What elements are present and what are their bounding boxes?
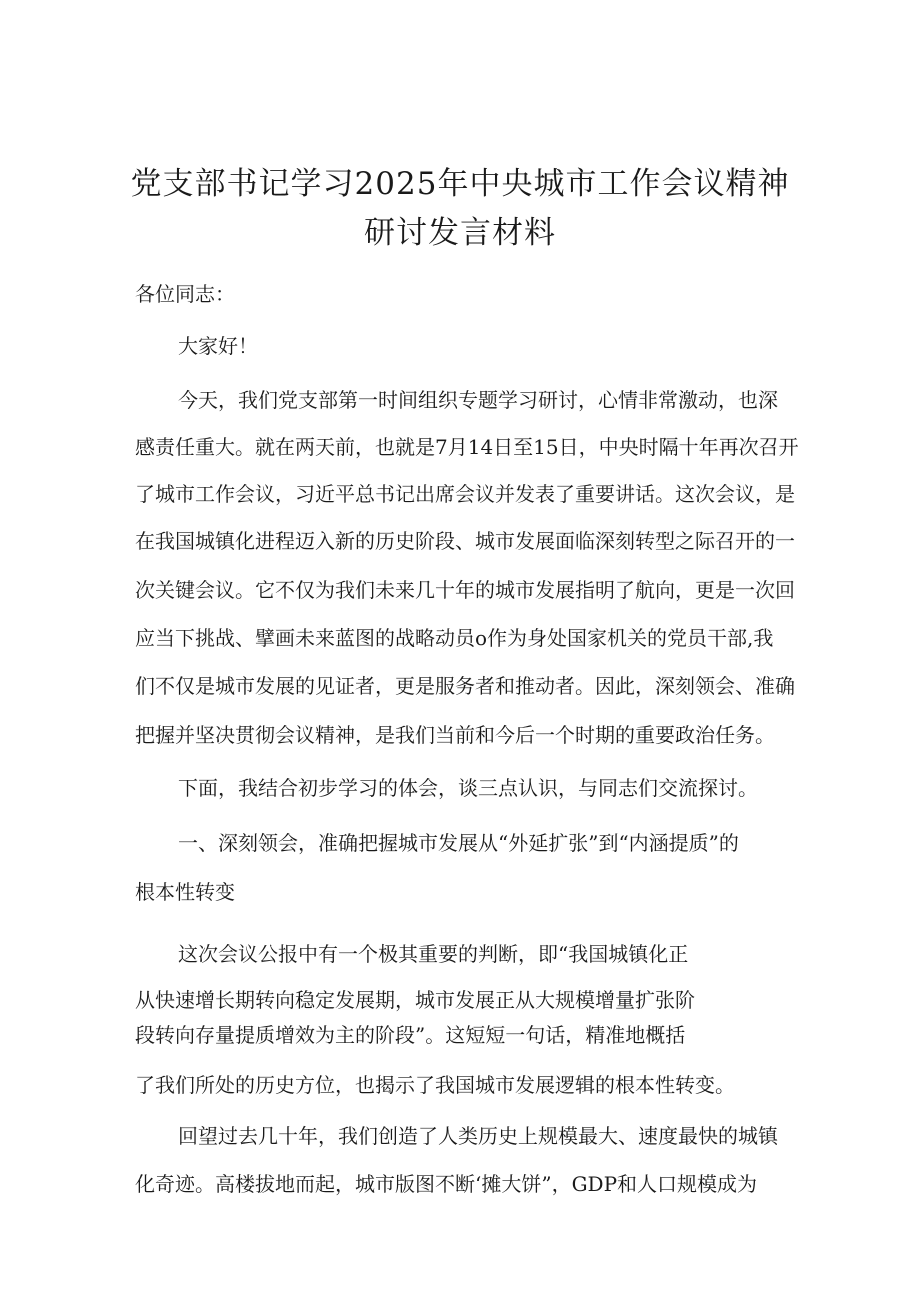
section-heading-1: 一、深刻领会，准确把握城市发展从“外延扩张”到“内涵提质”的	[178, 831, 739, 855]
body-line: 了城市工作会议，习近平总书记出席会议并发表了重要讲话。这次会议，是	[135, 482, 795, 506]
body-line: 感责任重大。就在两天前，也就是7月14日至15日，中央时隔十年再次召开	[135, 435, 799, 459]
salutation: 各位同志：	[135, 282, 235, 306]
body-line: 们不仅是城市发展的见证者，更是服务者和推动者。因此，深刻领会、准确	[135, 674, 795, 698]
body-line: 次关键会议。它不仅为我们未来几十年的城市发展指明了航向，更是一次回	[135, 578, 795, 602]
body-line: 下面，我结合初步学习的体会，谈三点认识，与同志们交流探讨。	[178, 776, 758, 800]
body-line: 回望过去几十年，我们创造了人类历史上规模最大、速度最快的城镇	[178, 1124, 778, 1148]
greeting: 大家好！	[178, 334, 258, 358]
document-title-line-1: 党支部书记学习2025年中央城市工作会议精神	[130, 166, 790, 202]
body-line: 在我国城镇化进程迈入新的历史阶段、城市发展面临深刻转型之际召开的一	[135, 529, 795, 553]
body-line: 应当下挑战、擘画未来蓝图的战略动员o作为身处国家机关的党员干部,我	[135, 626, 774, 650]
body-line: 了我们所处的历史方位，也揭示了我国城市发展逻辑的根本性转变。	[135, 1073, 735, 1097]
section-heading-1-cont: 根本性转变	[135, 880, 235, 904]
body-line: 把握并坚决贯彻会议精神，是我们当前和今后一个时期的重要政治任务。	[135, 723, 775, 747]
body-line: 化奇迹。高楼拔地而起，城市版图不断‘摊大饼”，GDP和人口规模成为	[135, 1172, 758, 1196]
body-line: 这次会议公报中有一个极其重要的判断，即“我国城镇化正	[178, 942, 689, 966]
body-line: 段转向存量提质增效为主的阶段”。这短短一句话，精准地概括	[135, 1023, 686, 1047]
document-title-line-2: 研讨发言材料	[364, 215, 556, 251]
body-line: 从快速增长期转向稳定发展期，城市发展正从大规模增量扩张阶	[135, 988, 695, 1012]
body-line: 今天，我们党支部第一时间组织专题学习研讨，心情非常激动，也深	[178, 388, 778, 412]
